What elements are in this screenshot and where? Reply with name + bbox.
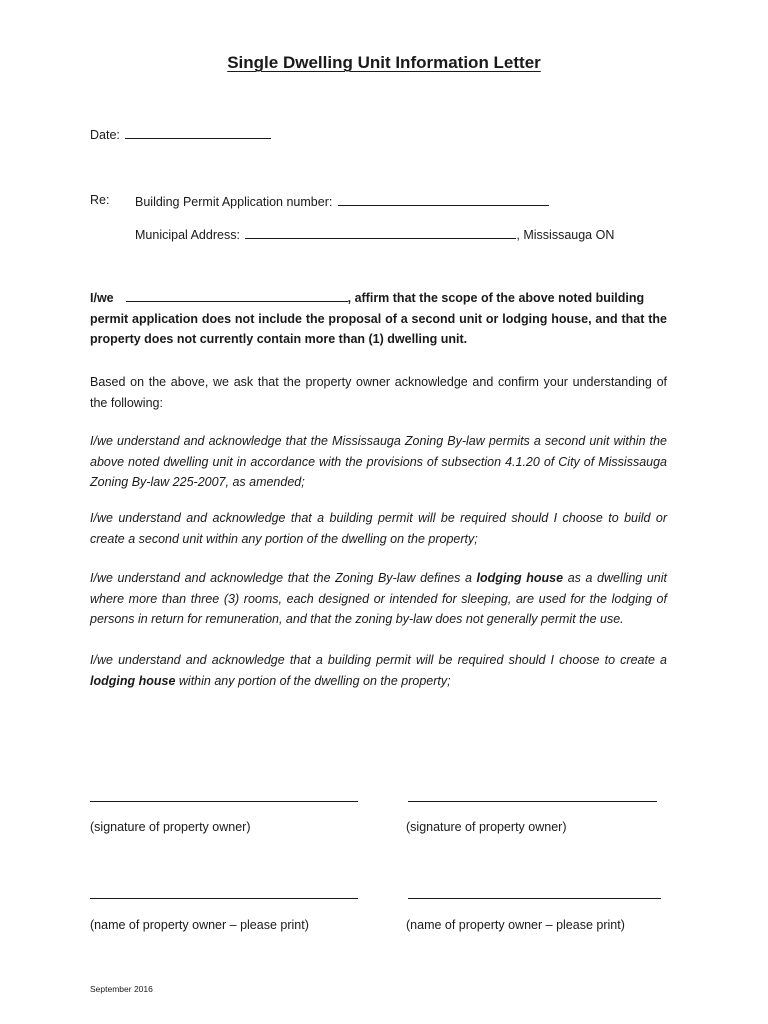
- municipal-address-suffix: , Mississauga ON: [516, 228, 615, 242]
- paragraph-text: within any portion of the dwelling on the property;: [178, 673, 451, 688]
- printed-name-caption-right: (name of property owner – please print): [406, 918, 625, 932]
- municipal-address-blank-line[interactable]: [245, 226, 516, 239]
- lodging-house-definition-paragraph: [90, 568, 667, 630]
- document-title: [0, 53, 768, 73]
- paragraph-line: persons in return for remuneration, and that the zoning by-law does not generally permit the use.: [90, 612, 624, 626]
- municipal-address-label: Municipal Address:: [135, 228, 240, 242]
- paragraph-text: I/we understand and acknowledge that the Zoning By-law defines a: [90, 571, 472, 585]
- based-on-line-1: Based on the above, we ask that the property owner acknowledge and confirm your understanding of: [90, 375, 667, 389]
- paragraph-line: [90, 671, 667, 692]
- affirmation-iwe: I/we: [90, 291, 114, 305]
- date-label: Date:: [90, 128, 120, 142]
- affirmation-line-1: [90, 288, 667, 309]
- affirmation-line-2: permit application does not include the proposal of a second unit or lodging house, and that the: [90, 311, 667, 326]
- re-label: Re:: [90, 193, 110, 207]
- second-unit-permit-paragraph: [90, 508, 667, 549]
- date-row: [90, 126, 271, 142]
- paragraph-line: [90, 568, 667, 589]
- date-blank-line[interactable]: [125, 126, 271, 139]
- paragraph-line: I/we understand and acknowledge that the Mississauga Zoning By-law permits a second unit within the: [90, 434, 667, 448]
- based-on-line-2: the following:: [90, 395, 163, 410]
- signature-line-left[interactable]: [90, 801, 358, 802]
- permit-number-blank-line[interactable]: [338, 193, 549, 206]
- paragraph-line: Zoning By-law 225-2007, as amended;: [90, 475, 305, 489]
- owner-name-blank-line[interactable]: [126, 289, 348, 302]
- footer-date: September 2016: [90, 984, 153, 994]
- municipal-address-row: [135, 226, 614, 242]
- paragraph-line: I/we understand and acknowledge that a building permit will be required should I choose to build or: [90, 511, 667, 525]
- signature-line-right[interactable]: [408, 801, 657, 802]
- permit-number-label: Building Permit Application number:: [135, 195, 333, 209]
- lodging-house-term: lodging house: [476, 571, 564, 585]
- affirmation-line-3: property does not currently contain more than (1) dwelling unit.: [90, 332, 468, 346]
- lodging-house-term: lodging house: [90, 673, 176, 688]
- signature-caption-right: (signature of property owner): [406, 820, 567, 834]
- printed-name-line-right[interactable]: [408, 898, 661, 899]
- paragraph-line: I/we understand and acknowledge that a building permit will be required should I choose to create a: [90, 653, 667, 667]
- second-unit-zoning-paragraph: [90, 431, 667, 493]
- lodging-house-permit-paragraph: [90, 650, 667, 691]
- based-on-paragraph: [90, 372, 667, 413]
- paragraph-line: above noted dwelling unit in accordance with the provisions of subsection 4.1.20 of City of Mississauga: [90, 454, 667, 469]
- affirmation-line-1-rest: , affirm that the scope of the above noted building: [347, 291, 645, 305]
- paragraph-line: where more than three (3) rooms, each designed or intended for sleeping, are used for the lodging of: [90, 591, 667, 606]
- paragraph-text: as a dwelling unit: [567, 571, 667, 585]
- permit-number-row: [135, 193, 549, 209]
- paragraph-line: create a second unit within any portion of the dwelling on the property;: [90, 531, 478, 546]
- signature-caption-left: (signature of property owner): [90, 820, 251, 834]
- document-title-text: Single Dwelling Unit Information Letter: [227, 53, 541, 72]
- printed-name-line-left[interactable]: [90, 898, 358, 899]
- affirmation-paragraph: [90, 288, 667, 350]
- printed-name-caption-left: (name of property owner – please print): [90, 918, 309, 932]
